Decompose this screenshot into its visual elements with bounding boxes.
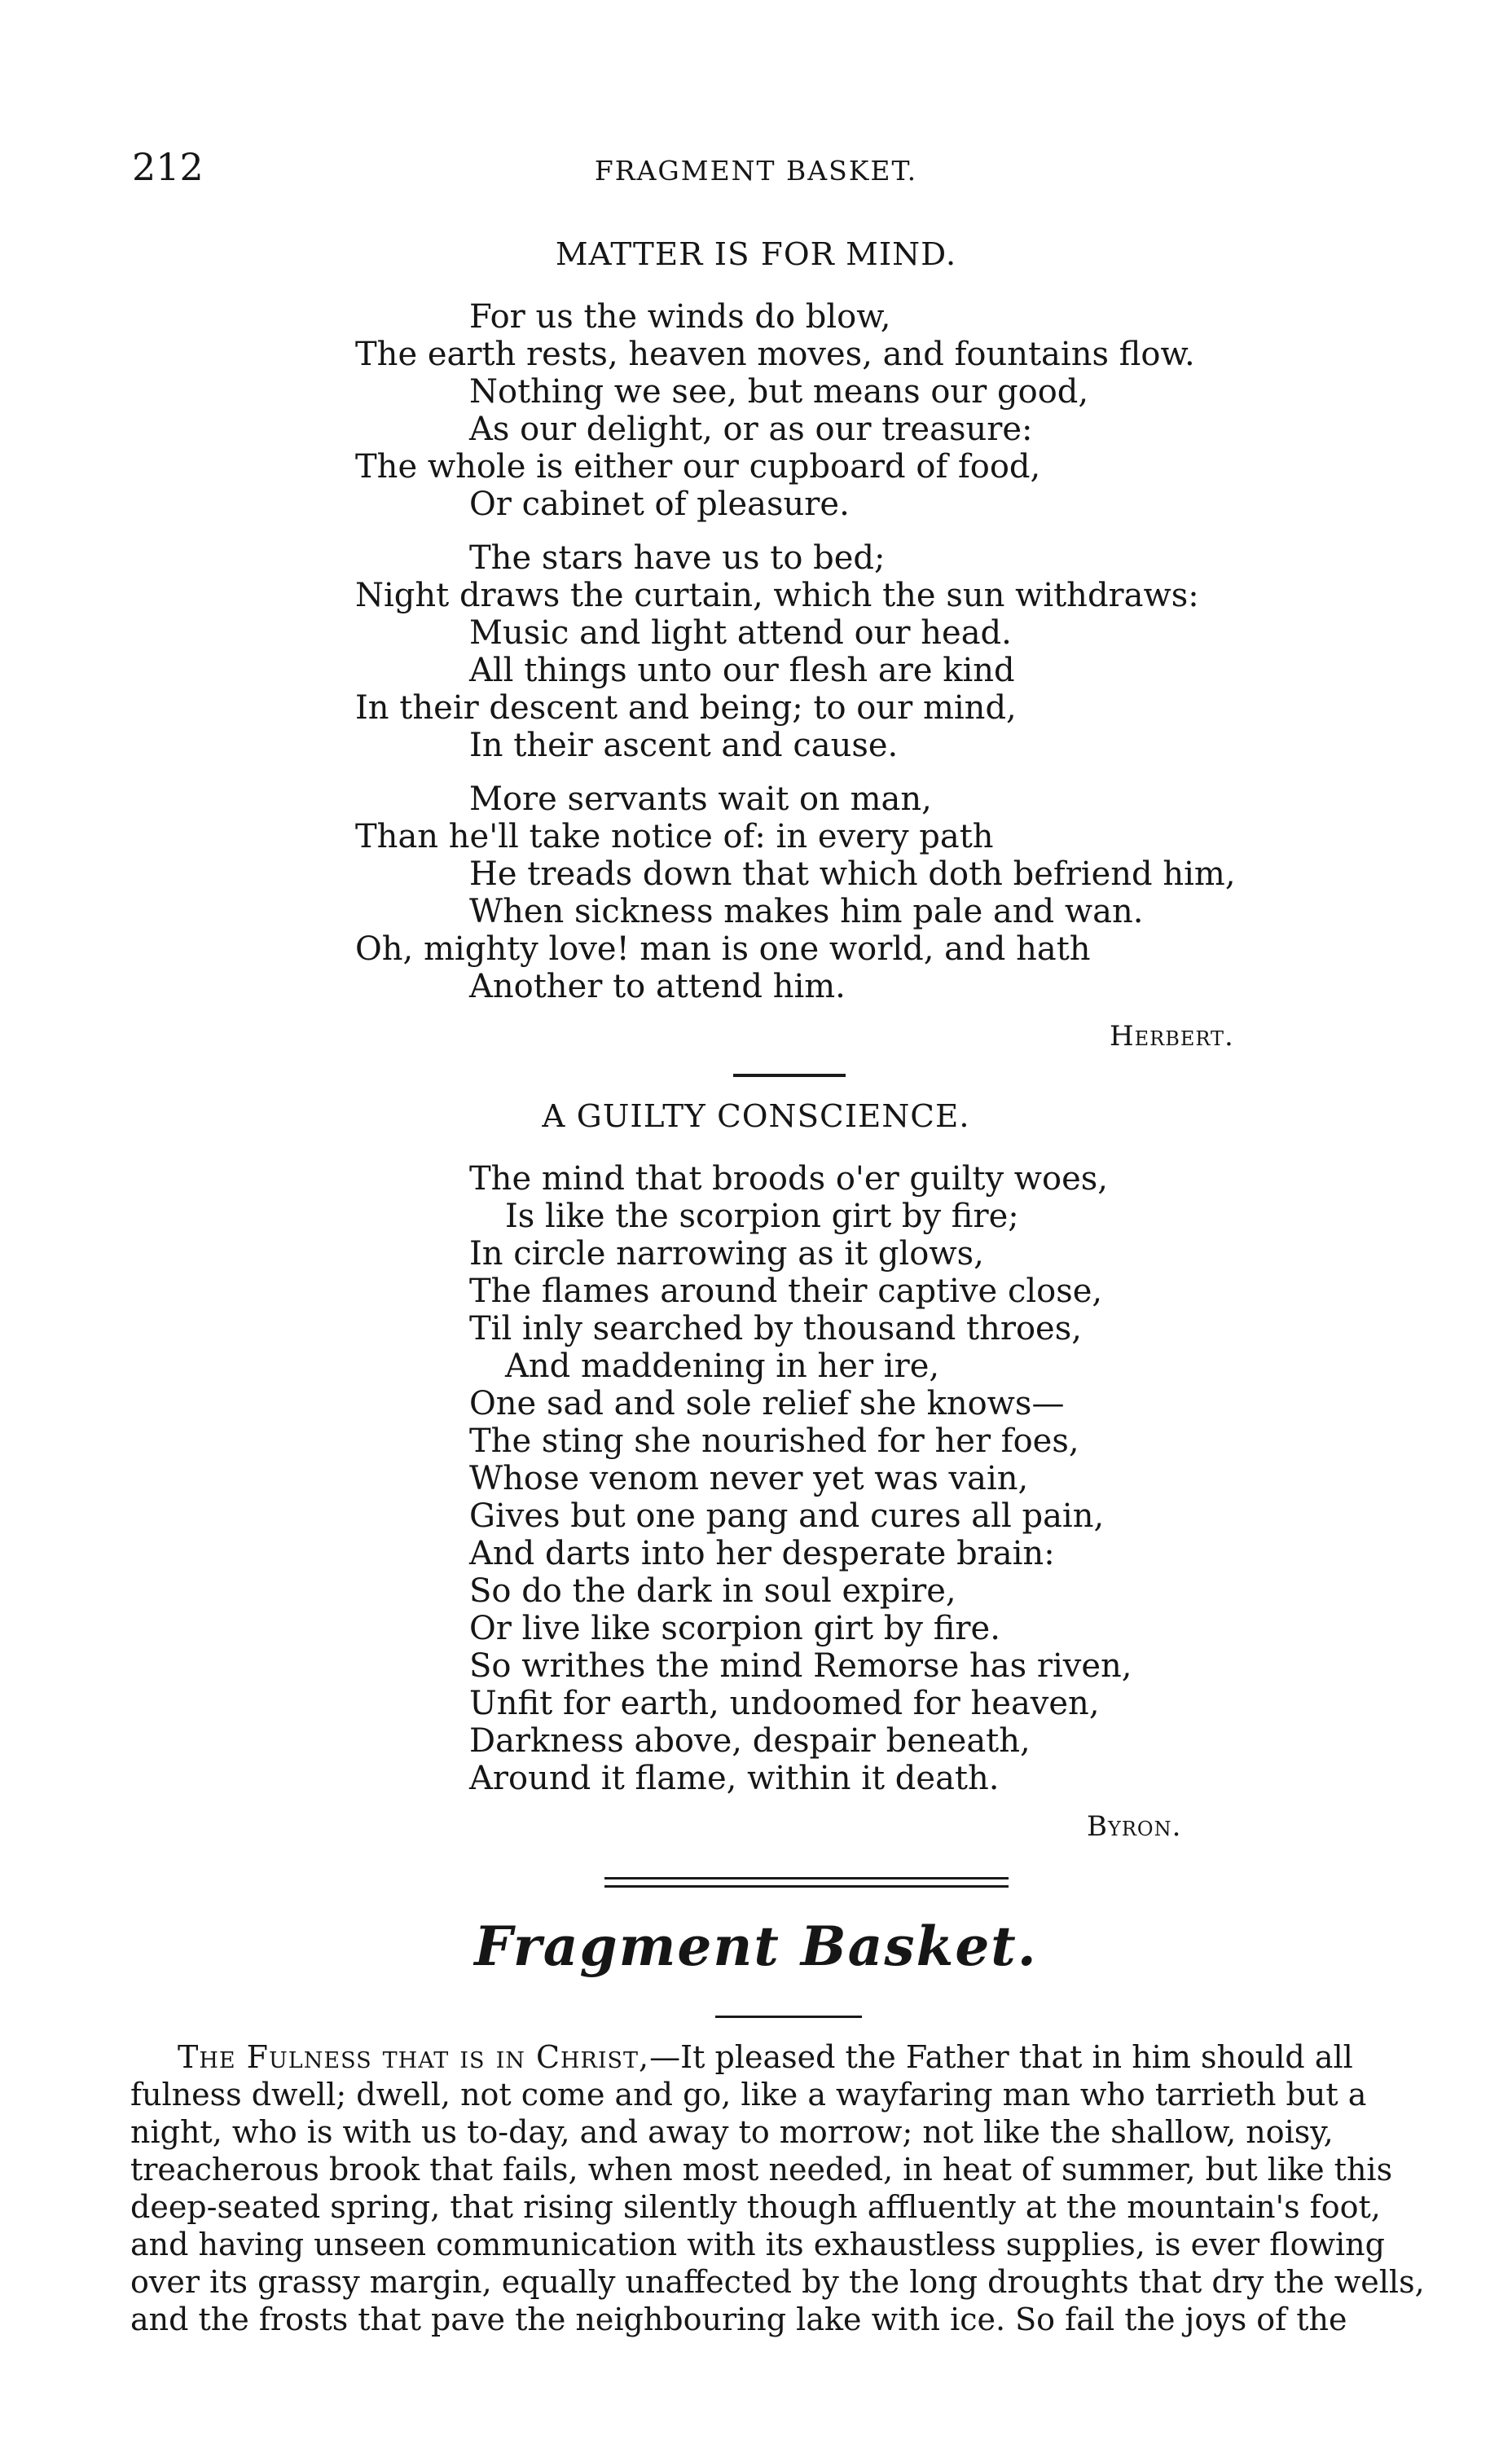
paragraph-lead: The Fulness that is in Christ, <box>178 2039 650 2075</box>
poem-line: Is like the scorpion girt by fire; <box>505 1198 1019 1235</box>
poem-line: The earth rests, heaven moves, and fountains flow. <box>355 336 1195 373</box>
poem-line: Oh, mighty love! man is one world, and hath <box>355 930 1091 968</box>
section-divider <box>715 2016 862 2018</box>
poem-line: In their ascent and cause. <box>469 727 899 764</box>
poem-line: All things unto our flesh are kind <box>469 652 1015 689</box>
poem-line: Darkness above, despair beneath, <box>469 1722 1031 1760</box>
paragraph-line: fulness dwell; dwell, not come and go, like a wayfaring man who tarrieth but a <box>130 2077 1367 2112</box>
poem-line: So writhes the mind Remorse has riven, <box>469 1647 1132 1685</box>
paragraph-line: and the frosts that pave the neighbouring lake with ice. So fail the joys of the <box>130 2302 1347 2337</box>
running-head: FRAGMENT BASKET. <box>594 155 918 187</box>
poem-line: And maddening in her ire, <box>505 1348 940 1385</box>
paragraph-line <box>178 2038 1353 2077</box>
poem-line: One sad and sole relief she knows— <box>469 1385 1065 1422</box>
poem-line: Or cabinet of pleasure. <box>469 486 850 523</box>
paragraph-line: deep-seated spring, that rising silently though affluently at the mountain's foot, <box>130 2189 1381 2225</box>
poem-line: Music and light attend our head. <box>469 614 1012 652</box>
paragraph-line: over its grassy margin, equally unaffected by the long droughts that dry the wells, <box>130 2264 1425 2300</box>
poem-line: The stars have us to bed; <box>469 539 886 577</box>
page-number: 212 <box>132 145 204 189</box>
poem-line: The sting she nourished for her foes, <box>469 1422 1079 1460</box>
poem-author: Herbert. <box>1110 1020 1234 1053</box>
poem-line: As our delight, or as our treasure: <box>469 411 1033 448</box>
poem-line: Around it flame, within it death. <box>469 1760 1000 1797</box>
poem-line: For us the winds do blow, <box>469 298 891 336</box>
poem-line: Another to attend him. <box>469 968 846 1005</box>
poem-line: When sickness makes him pale and wan. <box>469 893 1144 930</box>
paragraph-line: and having unseen communication with its exhaustless supplies, is ever flowing <box>130 2227 1385 2262</box>
paragraph-line-text: —It pleased the Father that in him should all <box>649 2039 1353 2075</box>
poem-line: In their descent and being; to our mind, <box>355 689 1017 727</box>
poem-line: Gives but one pang and cures all pain, <box>469 1497 1105 1535</box>
double-rule-bottom <box>604 1885 1009 1888</box>
poem-line: Unfit for earth, undoomed for heaven, <box>469 1685 1100 1722</box>
section-divider <box>733 1074 846 1077</box>
poem-author: Byron. <box>1087 1810 1182 1843</box>
poem-line: Or live like scorpion girt by fire. <box>469 1610 1000 1647</box>
poem-line: Than he'll take notice of: in every path <box>355 818 994 855</box>
paragraph-line: night, who is with us to-day, and away to morrow; not like the shallow, noisy, <box>130 2114 1334 2150</box>
poem-line: The mind that broods o'er guilty woes, <box>469 1160 1109 1198</box>
poem-line: More servants wait on man, <box>469 780 932 818</box>
poem-line: The whole is either our cupboard of food, <box>355 448 1041 486</box>
double-rule-top <box>604 1877 1009 1879</box>
poem-line: Whose venom never yet was vain, <box>469 1460 1029 1497</box>
poem-title: A GUILTY CONSCIENCE. <box>542 1098 970 1135</box>
paragraph-line: treacherous brook that fails, when most needed, in heat of summer, but like this <box>130 2152 1393 2187</box>
poem-line: The flames around their captive close, <box>469 1273 1103 1310</box>
poem-line: He treads down that which doth befriend him, <box>469 855 1236 893</box>
poem-line: Night draws the curtain, which the sun withdraws: <box>355 577 1199 614</box>
section-title: Fragment Basket. <box>474 1915 1038 1978</box>
poem-line: And darts into her desperate brain: <box>469 1535 1055 1572</box>
poem-line: So do the dark in soul expire, <box>469 1572 956 1610</box>
poem-line: In circle narrowing as it glows, <box>469 1235 984 1273</box>
poem-line: Til inly searched by thousand throes, <box>469 1310 1082 1348</box>
poem-line: Nothing we see, but means our good, <box>469 373 1089 411</box>
poem-title: MATTER IS FOR MIND. <box>555 236 957 273</box>
